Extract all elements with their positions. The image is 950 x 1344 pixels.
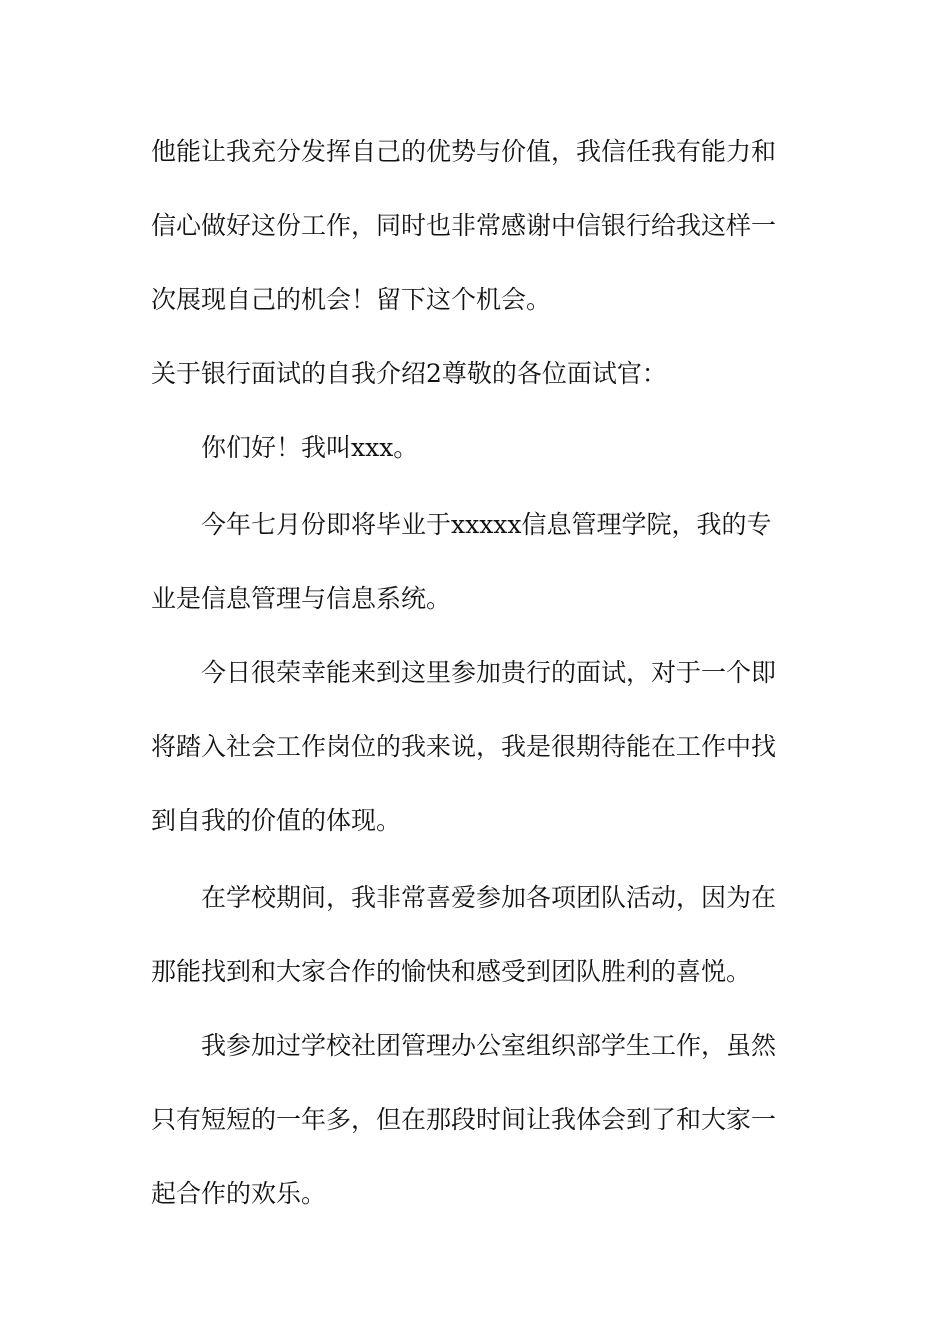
paragraph-line: 你们好！我叫xxx。: [201, 433, 419, 462]
paragraph-line: 信心做好这份工作，同时也非常感谢中信银行给我这样一: [151, 211, 777, 240]
paragraph-line: 他能让我充分发挥自己的优势与价值，我信任我有能力和: [151, 137, 777, 166]
paragraph-line: 将踏入社会工作岗位的我来说，我是很期待能在工作中找: [151, 732, 777, 761]
paragraph-line: 次展现自己的机会！留下这个机会。: [151, 285, 552, 314]
paragraph-line: 在学校期间，我非常喜爱参加各项团队活动，因为在: [201, 883, 777, 912]
paragraph-line: 起合作的欢乐。: [151, 1179, 327, 1208]
paragraph-line: 今年七月份即将毕业于xxxxx信息管理学院，我的专: [201, 510, 772, 539]
paragraph-line: 那能找到和大家合作的愉快和感受到团队胜利的喜悦。: [151, 957, 752, 986]
paragraph-line: 到自我的价值的体现。: [151, 806, 402, 835]
paragraph-line: 业是信息管理与信息系统。: [151, 584, 452, 613]
paragraph-line: 今日很荣幸能来到这里参加贵行的面试，对于一个即: [201, 658, 777, 687]
paragraph-line: 只有短短的一年多，但在那段时间让我体会到了和大家一: [151, 1105, 777, 1134]
section-heading-line: 关于银行面试的自我介绍2尊敬的各位面试官：: [151, 359, 667, 388]
paragraph-line: 我参加过学校社团管理办公室组织部学生工作，虽然: [201, 1031, 777, 1060]
